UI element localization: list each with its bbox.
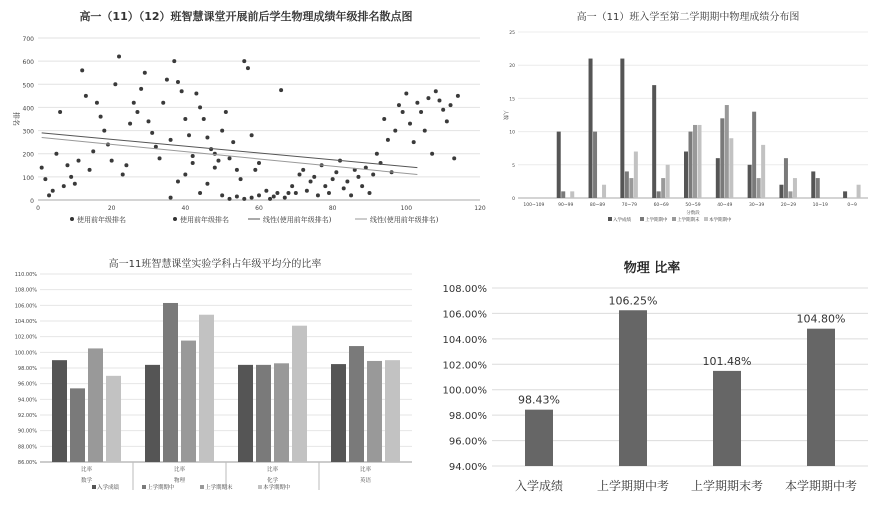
- data-point: [235, 195, 239, 199]
- x-tick-label: 80~89: [589, 203, 606, 208]
- x-tick-label: 0~9: [847, 203, 857, 208]
- data-point: [250, 133, 254, 137]
- legend-label: 上学期期末: [205, 485, 233, 491]
- x-tick-label: 20: [107, 205, 116, 212]
- data-point: [423, 129, 427, 133]
- y-tick-label: 200: [22, 151, 34, 159]
- data-point: [283, 196, 287, 200]
- data-point: [327, 191, 331, 195]
- x-tick-label: 60: [255, 205, 263, 212]
- category-header: 比率: [80, 467, 93, 473]
- data-point: [397, 103, 401, 107]
- data-point: [51, 189, 55, 193]
- x-tick-label: 40~49: [717, 203, 733, 208]
- bar: [88, 348, 103, 462]
- data-point: [412, 140, 416, 144]
- x-tick-label: 化学: [266, 478, 279, 484]
- data-point: [279, 88, 283, 92]
- data-point: [228, 197, 232, 201]
- trendline: [42, 133, 418, 168]
- bar: [634, 152, 638, 198]
- data-point: [231, 140, 235, 144]
- trendline: [42, 138, 418, 175]
- data-point: [242, 59, 246, 63]
- data-point: [228, 156, 232, 160]
- data-point: [176, 80, 180, 84]
- data-point: [202, 117, 206, 121]
- bar: [779, 185, 783, 198]
- x-tick-label: 30~39: [749, 203, 765, 208]
- data-point: [368, 191, 372, 195]
- bar: [256, 365, 271, 462]
- data-point: [205, 136, 209, 140]
- legend-label: 本学期期中: [709, 218, 732, 223]
- data-point: [286, 191, 290, 195]
- data-point: [312, 175, 316, 179]
- data-point: [121, 173, 125, 177]
- data-point: [143, 71, 147, 75]
- legend-swatch: [92, 485, 96, 489]
- bar: [689, 132, 693, 198]
- x-axis-label: 分数段: [686, 211, 700, 216]
- bar: [629, 178, 633, 198]
- y-tick-label: 94.00%: [17, 397, 37, 404]
- legend-label: 上学期期末: [677, 218, 700, 223]
- bar: [331, 364, 346, 462]
- data-point: [242, 197, 246, 201]
- x-tick-label: 10~19: [812, 203, 828, 208]
- data-point: [183, 173, 187, 177]
- chart-title: 高一（11）（12）班智慧课堂开展前后学生物理成绩年级排名散点图: [79, 10, 413, 23]
- data-point: [191, 161, 195, 165]
- bar: [625, 171, 629, 198]
- data-point: [393, 129, 397, 133]
- data-point: [253, 168, 257, 172]
- data-point: [268, 197, 272, 201]
- bar: [593, 132, 597, 198]
- ratio-chart-panel: [0, 244, 420, 505]
- data-point: [246, 66, 250, 70]
- y-tick-label: 0: [512, 197, 515, 202]
- y-tick-label: 98.00%: [448, 411, 487, 423]
- data-point: [43, 177, 47, 181]
- data-label: 104.80%: [796, 312, 846, 326]
- data-point: [95, 101, 99, 105]
- y-tick-label: 500: [22, 82, 34, 90]
- bar: [602, 185, 606, 198]
- data-point: [158, 156, 162, 160]
- y-tick-label: 104.00%: [14, 319, 37, 325]
- data-point: [456, 94, 460, 98]
- legend-swatch: [258, 485, 262, 489]
- legend-swatch: [640, 217, 644, 221]
- data-point: [180, 89, 184, 93]
- data-point: [172, 59, 176, 63]
- data-point: [235, 168, 239, 172]
- data-point: [169, 138, 173, 142]
- bar: [349, 346, 364, 462]
- x-tick-label: 20~29: [780, 203, 797, 208]
- bar: [657, 191, 661, 198]
- data-point: [264, 189, 268, 193]
- bar: [238, 365, 253, 462]
- x-tick-label: 100~109: [523, 203, 545, 208]
- data-point: [165, 78, 169, 82]
- data-point: [401, 110, 405, 114]
- data-point: [40, 166, 44, 170]
- data-point: [309, 179, 313, 183]
- bar: [788, 191, 792, 198]
- x-tick-label: 70~79: [621, 203, 637, 208]
- bar: [652, 85, 656, 198]
- y-tick-label: 106.00%: [14, 303, 37, 310]
- data-point: [408, 122, 412, 126]
- data-point: [356, 175, 360, 179]
- y-tick-label: 92.00%: [17, 413, 37, 419]
- chart-title: 高一（11）班入学至第二学期期中物理成绩分布图: [576, 12, 800, 23]
- legend-marker: [70, 217, 74, 221]
- category-header: 比率: [359, 467, 372, 473]
- y-tick-label: 108.00%: [442, 284, 487, 295]
- legend-label: 线性(使用前年级排名): [263, 216, 332, 224]
- data-point: [257, 193, 261, 197]
- y-tick-label: 15: [509, 97, 515, 103]
- bar: [716, 158, 720, 198]
- data-point: [47, 193, 51, 197]
- data-point: [99, 115, 103, 119]
- legend-label: 入学成绩: [97, 485, 120, 491]
- data-point: [250, 196, 254, 200]
- data-point: [150, 131, 154, 135]
- data-point: [434, 89, 438, 93]
- physics-ratio-panel: [428, 244, 876, 505]
- x-tick-label: 120: [474, 205, 486, 212]
- legend-label: 上学期期中: [147, 485, 175, 491]
- legend-swatch: [608, 217, 612, 221]
- data-point: [91, 149, 95, 153]
- y-tick-label: 300: [22, 128, 34, 136]
- data-point: [194, 92, 198, 96]
- x-tick-label: 数学: [80, 478, 93, 484]
- bar: [816, 178, 820, 198]
- data-point: [404, 92, 408, 96]
- data-point: [375, 152, 379, 156]
- data-point: [183, 117, 187, 121]
- x-tick-label: 英语: [359, 478, 372, 484]
- data-point: [345, 179, 349, 183]
- bar: [757, 178, 761, 198]
- data-point: [139, 87, 143, 91]
- data-point: [88, 168, 92, 172]
- data-point: [58, 110, 62, 114]
- legend-label: 使用前年级排名: [77, 216, 126, 224]
- data-point: [80, 68, 84, 72]
- data-point: [298, 173, 302, 177]
- data-point: [445, 119, 449, 123]
- y-tick-label: 88.00%: [17, 444, 37, 451]
- data-point: [54, 152, 58, 156]
- bar: [713, 371, 741, 466]
- data-point: [117, 55, 121, 59]
- bar: [199, 315, 214, 462]
- data-point: [124, 163, 128, 167]
- data-point: [191, 154, 195, 158]
- y-tick-label: 90.00%: [17, 428, 37, 435]
- data-point: [135, 110, 139, 114]
- bar: [367, 361, 382, 462]
- x-tick-label: 60~69: [653, 203, 669, 208]
- data-point: [205, 182, 209, 186]
- distribution-chart: [498, 0, 876, 236]
- data-point: [275, 191, 279, 195]
- data-point: [239, 177, 243, 181]
- y-tick-label: 110.00%: [14, 272, 37, 278]
- legend-label: 本学期期中: [263, 485, 291, 491]
- data-label: 101.48%: [702, 354, 752, 368]
- data-point: [132, 101, 136, 105]
- scatter-chart-panel: [0, 0, 492, 236]
- y-tick-label: 108.00%: [14, 287, 37, 294]
- data-point: [342, 186, 346, 190]
- bar: [698, 125, 702, 198]
- y-tick-label: 86.00%: [17, 460, 37, 466]
- data-point: [441, 108, 445, 112]
- data-point: [220, 129, 224, 133]
- bar: [620, 59, 624, 198]
- data-point: [415, 101, 419, 105]
- data-point: [147, 119, 151, 123]
- x-tick-label: 40: [181, 205, 190, 212]
- y-tick-label: 102.00%: [442, 360, 487, 372]
- data-point: [69, 175, 73, 179]
- y-tick-label: 94.00%: [448, 462, 487, 473]
- data-point: [73, 182, 77, 186]
- data-point: [316, 193, 320, 197]
- y-tick-label: 600: [22, 59, 34, 67]
- data-point: [449, 103, 453, 107]
- y-tick-label: 100: [22, 174, 34, 182]
- bar: [561, 191, 565, 198]
- y-tick-label: 700: [22, 36, 34, 43]
- bar: [619, 310, 647, 466]
- legend-swatch: [200, 485, 204, 489]
- legend-swatch: [704, 217, 708, 221]
- bar: [793, 178, 797, 198]
- y-tick-label: 400: [22, 105, 34, 113]
- y-tick-label: 5: [512, 163, 515, 169]
- bar: [666, 165, 670, 198]
- bar: [181, 341, 196, 462]
- y-axis-label: 人数: [502, 109, 508, 121]
- bar: [843, 191, 847, 198]
- data-point: [110, 159, 114, 163]
- data-point: [65, 163, 69, 167]
- legend-swatch: [672, 217, 676, 221]
- bar: [385, 360, 400, 462]
- data-point: [294, 191, 298, 195]
- data-point: [198, 191, 202, 195]
- data-point: [360, 184, 364, 188]
- y-tick-label: 20: [509, 64, 515, 70]
- data-point: [102, 129, 106, 133]
- legend-marker: [173, 217, 177, 221]
- bar: [693, 125, 697, 198]
- data-point: [323, 184, 327, 188]
- bar: [857, 185, 861, 198]
- legend-label: 入学成绩: [613, 218, 631, 223]
- data-point: [77, 159, 81, 163]
- scatter-chart: [0, 0, 492, 236]
- data-point: [382, 117, 386, 121]
- data-point: [452, 156, 456, 160]
- bar: [720, 118, 724, 198]
- category-header: 比率: [173, 467, 186, 473]
- y-tick-label: 96.00%: [17, 381, 37, 388]
- subject-ratio-chart: [0, 244, 420, 505]
- bar: [70, 388, 85, 462]
- bar: [807, 329, 835, 466]
- data-point: [437, 98, 441, 102]
- data-point: [128, 122, 132, 126]
- legend-label: 使用前年级排名: [180, 216, 229, 224]
- physics-ratio-chart: [428, 244, 876, 505]
- bar: [589, 59, 593, 198]
- data-point: [349, 193, 353, 197]
- data-point: [224, 110, 228, 114]
- data-point: [305, 189, 309, 193]
- data-point: [419, 110, 423, 114]
- data-point: [301, 168, 305, 172]
- y-tick-label: 104.00%: [442, 334, 487, 346]
- bar: [557, 132, 561, 198]
- y-tick-label: 25: [509, 31, 515, 36]
- bar: [274, 363, 289, 462]
- x-tick-label: 本学期期中考: [784, 479, 858, 493]
- data-point: [62, 184, 66, 188]
- y-tick-label: 98.00%: [17, 366, 37, 372]
- x-tick-label: 100: [400, 205, 413, 212]
- data-point: [426, 96, 430, 100]
- bar: [811, 171, 815, 198]
- data-point: [220, 193, 224, 197]
- x-tick-label: 50~59: [685, 203, 701, 208]
- x-tick-label: 80: [328, 205, 337, 212]
- bar: [570, 191, 574, 198]
- data-point: [331, 177, 335, 181]
- data-label: 98.43%: [518, 393, 560, 407]
- data-point: [430, 152, 434, 156]
- data-point: [84, 94, 88, 98]
- bar: [725, 105, 729, 198]
- data-point: [187, 133, 191, 137]
- bar: [784, 158, 788, 198]
- data-label: 106.25%: [608, 294, 658, 308]
- data-point: [113, 82, 117, 86]
- data-point: [161, 101, 165, 105]
- data-point: [371, 173, 375, 177]
- bar: [163, 303, 178, 462]
- legend-label: 上学期期中: [645, 218, 668, 223]
- chart-title: 物理 比率: [623, 261, 681, 276]
- y-tick-label: 0: [30, 198, 34, 205]
- y-tick-label: 96.00%: [448, 436, 487, 448]
- bar: [145, 365, 160, 462]
- y-tick-label: 106.00%: [442, 309, 487, 321]
- category-header: 比率: [266, 467, 279, 473]
- x-tick-label: 0: [36, 205, 40, 212]
- x-tick-label: 物理: [173, 478, 186, 484]
- bar: [292, 326, 307, 462]
- x-tick-label: 上学期期中考: [596, 479, 670, 493]
- bar: [761, 145, 765, 198]
- data-point: [213, 166, 217, 170]
- bar: [52, 360, 67, 462]
- bar: [752, 112, 756, 198]
- y-tick-label: 100.00%: [14, 350, 37, 357]
- y-tick-label: 10: [509, 130, 515, 136]
- legend-label: 线性(使用前年级排名): [370, 216, 439, 224]
- chart-title: 高一11班智慧课堂实验学科占年级平均分的比率: [108, 259, 322, 270]
- x-tick-label: 90~99: [558, 203, 574, 208]
- bar: [748, 165, 752, 198]
- x-tick-label: 上学期期末考: [690, 479, 764, 493]
- distribution-chart-panel: [498, 0, 876, 236]
- data-point: [216, 159, 220, 163]
- x-tick-label: 入学成绩: [514, 479, 564, 493]
- data-point: [272, 195, 276, 199]
- bar: [106, 376, 121, 462]
- bar: [661, 178, 665, 198]
- data-point: [176, 179, 180, 183]
- bar: [684, 152, 688, 198]
- data-point: [198, 105, 202, 109]
- bar: [729, 138, 733, 198]
- legend-swatch: [142, 485, 146, 489]
- y-tick-label: 102.00%: [14, 334, 37, 341]
- data-point: [257, 161, 261, 165]
- bar: [525, 410, 553, 466]
- y-axis-label: 排名: [12, 112, 20, 126]
- data-point: [334, 170, 338, 174]
- data-point: [386, 138, 390, 142]
- data-point: [169, 196, 173, 200]
- y-tick-label: 100.00%: [442, 385, 487, 397]
- data-point: [290, 184, 294, 188]
